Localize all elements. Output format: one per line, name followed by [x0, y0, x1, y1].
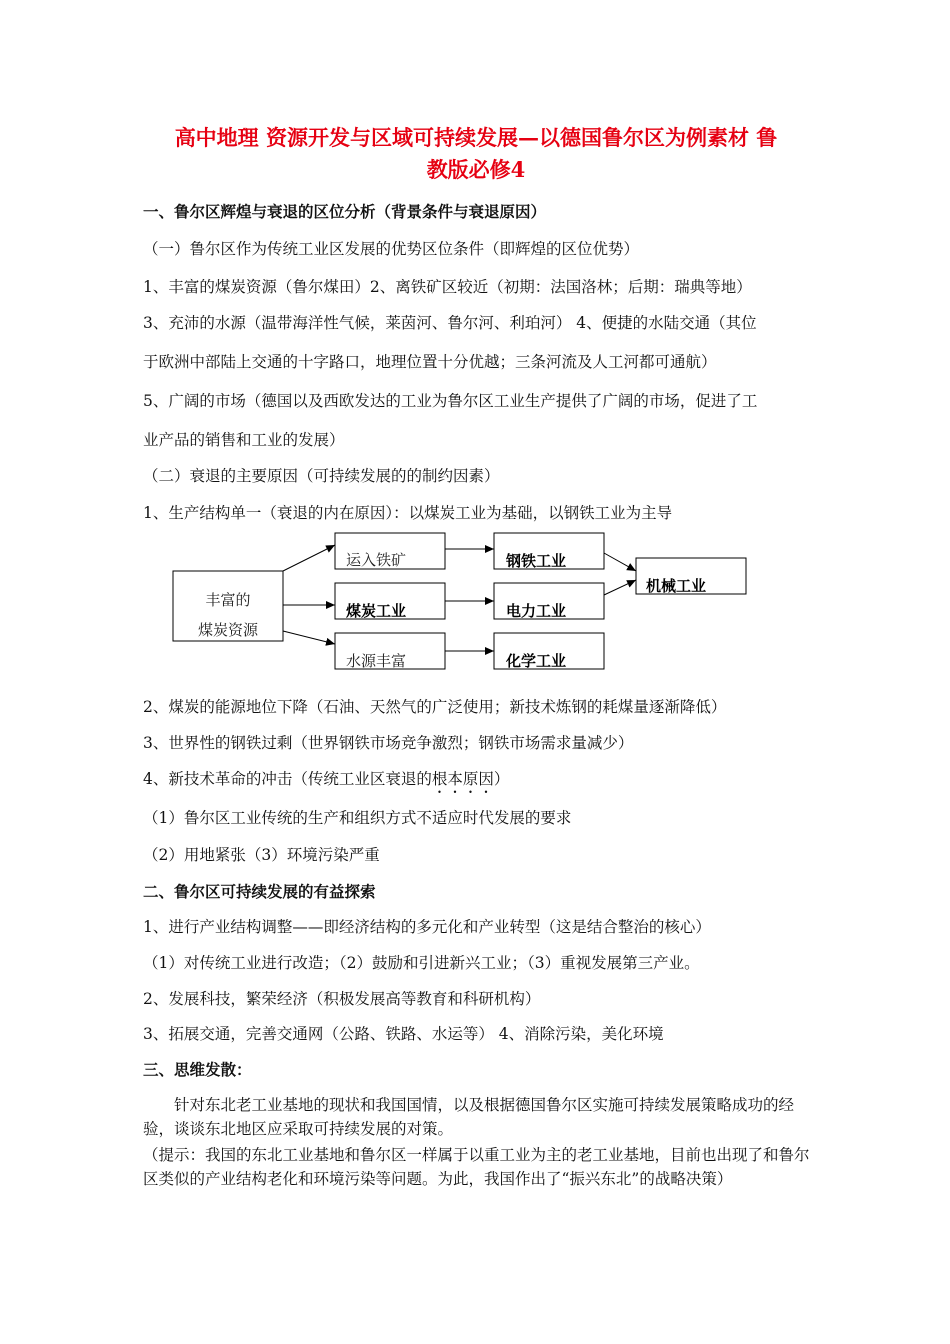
section2-heading: 二、鲁尔区可持续发展的有益探索: [143, 882, 376, 901]
cause4-suffix: ）: [493, 770, 510, 788]
arrow-steel-to-machinery: [604, 553, 636, 571]
arrow-source-to-iron: [283, 545, 335, 571]
section1-cause2: 2、煤炭的能源地位下降（石油、天然气的广泛使用；新技术炼钢的耗煤量逐渐降低）: [143, 698, 727, 716]
section1-item1-2: 1、丰富的煤炭资源（鲁尔煤田）2、离铁矿区较近（初期：法国洛林；后期：瑞典等地）: [143, 278, 752, 296]
section3-para2: （提示：我国的东北工业基地和鲁尔区一样属于以重工业为主的老工业基地，目前也出现了和鲁尔区类似的产业结构老化和环境污染等问题。为此，我国作出了“振兴东北”的战略决策）: [143, 1146, 810, 1188]
cause4-prefix: 4、新技术革命的冲击（传统工业区衰退的: [143, 770, 432, 788]
label-power: 电力工业: [506, 602, 567, 620]
section1-cause4: [143, 767, 823, 797]
section2-item3-4: 3、拓展交通，完善交通网（公路、铁路、水运等） 4、消除污染，美化环境: [143, 1025, 664, 1043]
label-source-line2: 煤炭资源: [197, 621, 259, 639]
section1-cause3: 3、世界性的钢铁过剩（世界钢铁市场竞争激烈；钢铁市场需求量减少）: [143, 734, 634, 752]
label-machinery: 机械工业: [646, 577, 707, 595]
label-source-line1: 丰富的: [205, 591, 251, 609]
section1-cause4-2: （2）用地紧张（3）环境污染严重: [143, 846, 380, 864]
section2-item1: 1、进行产业结构调整——即经济结构的多元化和产业转型（这是结合整治的核心）: [143, 918, 711, 936]
section1-cause4-1: （1）鲁尔区工业传统的生产和组织方式不适应时代发展的要求: [143, 809, 572, 827]
label-coal-industry: 煤炭工业: [346, 602, 407, 620]
section1-sub2: （二）衰退的主要原因（可持续发展的的制约因素）: [143, 467, 500, 485]
label-water: 水源丰富: [346, 652, 407, 670]
arrow-power-to-machinery: [604, 580, 636, 595]
label-chemical: 化学工业: [506, 652, 567, 670]
label-steel: 钢铁工业: [506, 552, 567, 570]
section1-item3-4-b: 于欧洲中部陆上交通的十字路口，地理位置十分优越；三条河流及人工河都可通航）: [143, 353, 717, 371]
section1-item3-4-a: 3、充沛的水源（温带海洋性气候，莱茵河、鲁尔河、利珀河） 4、便捷的水陆交通（其位: [143, 314, 757, 332]
document-title: [120, 122, 832, 186]
section1-sub1: （一）鲁尔区作为传统工业区发展的优势区位条件（即辉煌的区位优势）: [143, 240, 640, 258]
section1-heading: 一、鲁尔区辉煌与衰退的区位分析（背景条件与衰退原因）: [143, 202, 547, 221]
label-iron-ore: 运入铁矿: [346, 551, 407, 569]
section1-cause1: 1、生产结构单一（衰退的内在原因）：以煤炭工业为基础，以钢铁工业为主导: [143, 504, 673, 522]
section2-item1-sub: （1）对传统工业进行改造；（2）鼓励和引进新兴工业；（3）重视发展第三产业。: [143, 954, 700, 972]
title-line-1: 高中地理 资源开发与区域可持续发展—以德国鲁尔区为例素材 鲁: [174, 125, 778, 150]
title-line-2: 教版必修4: [426, 157, 526, 182]
section3-para1: 针对东北老工业基地的现状和我国国情，以及根据德国鲁尔区实施可持续发展策略成功的经验，谈谈东北地区应采取可持续发展的对策。: [143, 1096, 795, 1138]
section3-heading: 三、思维发散：: [143, 1060, 252, 1079]
section2-item2: 2、发展科技，繁荣经济（积极发展高等教育和科研机构）: [143, 990, 541, 1008]
coal-industry-chain-diagram: [160, 525, 770, 675]
section1-item5-b: 业产品的销售和工业的发展）: [143, 431, 345, 449]
section1-item5-a: 5、广阔的市场（德国以及西欧发达的工业为鲁尔区工业生产提供了广阔的市场，促进了工: [143, 392, 758, 410]
arrow-source-to-water: [283, 631, 335, 644]
cause4-emphasis: 根本原因: [431, 770, 494, 788]
